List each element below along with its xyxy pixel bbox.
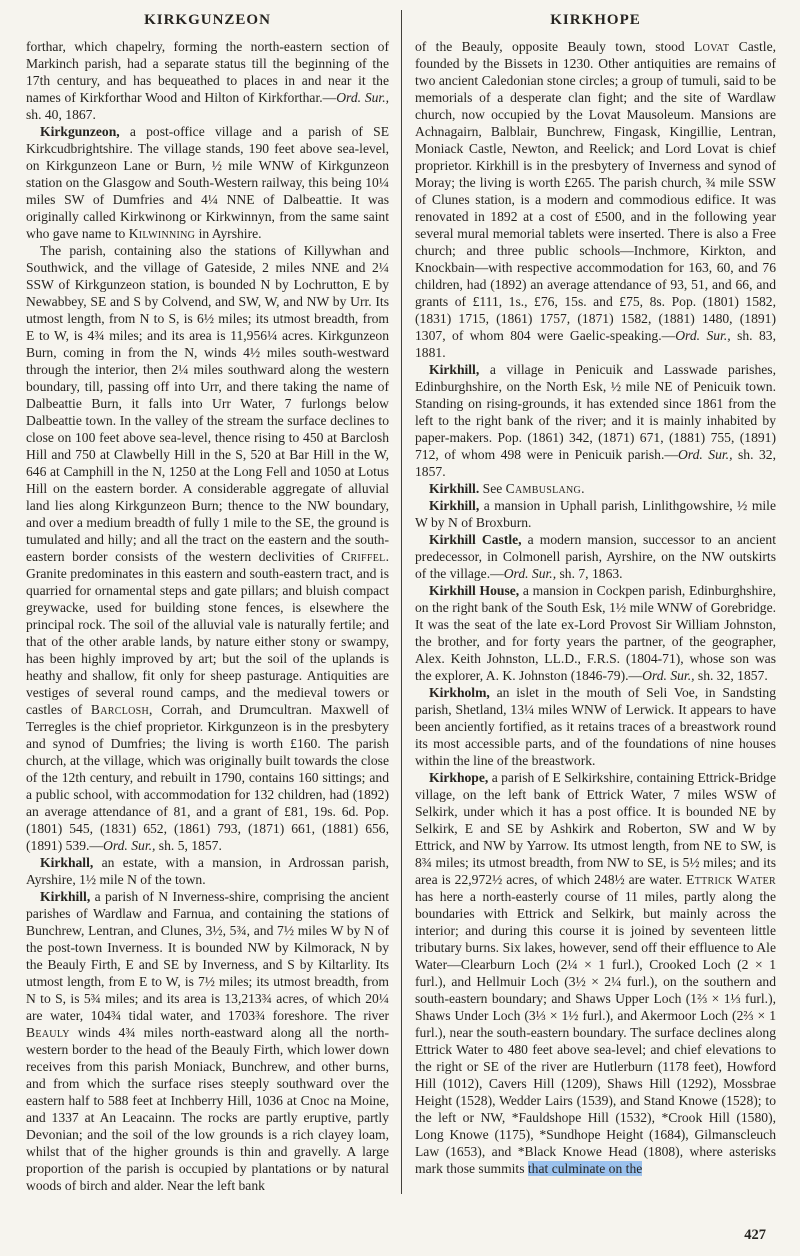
text-segment: The parish, containing also the stations of Killywhan and Southwick, and the village of Gateside, 2 miles NNE and 2¼ SSW of Kirkgunzeon station, is bounded N by Lochrutton, E by Newabbey, SE and S by Colvend, and SW, W, and NW by Urr. Its utmost length, from N to S, is 6½ miles; its utmost breadth, from E to W, is 4¾ miles; and its area is 11,956¼ acres. Kirkgunzeon Burn, coming in from the N, winds 4½ miles south-westward through the interior, then 2¼ miles southward along the western boundary, till, passing off into Urr, and there taking the name of Dalbeattie Burn, it falls into Urr Water, 7 furlongs below Dalbeattie town. In the valley of the stream the surface declines to close on 100 feet above sea-level, thence rising to 450 at Barclosh Hill and 750 at Clawbelly Hill in the S, 520 at Bar Hill in the W, 646 at Camphill in the N, 1250 at the Long Fell and 1050 at Lotus Hill on the eastern border. A considerable aggregate of alluvial land lies along Kirkgunzeon Burn; thence to the NW boundary, and over a medium breadth of fully 1 mile to the SE, the ground is tumulated and hilly; and all the tract on the eastern and the south-eastern border consists of the western declivities of xyxy=(26,243,389,564)
text-segment: Kirkhill Castle, xyxy=(429,532,522,547)
text-segment: sh. 83, 1881. xyxy=(415,328,777,360)
text-segment: forthar, which chapelry, forming the north-eastern section of Markinch parish, had a separate status till the beginning of the 17th century, and has bequeathed to places in and near it the names of Kirkforthar Wood and Hilton of Kirkforthar.— xyxy=(26,39,389,105)
text-segment: Kirkhope, xyxy=(429,770,489,785)
text-segment: Kilwinning xyxy=(128,226,196,241)
entry-paragraph xyxy=(415,361,776,480)
text-segment: Ord. Sur., xyxy=(103,838,156,853)
text-segment: sh. 5, 1857. xyxy=(155,838,222,853)
text-segment: Ord. Sur., xyxy=(503,566,557,581)
text-segment: Ord. Sur., xyxy=(642,668,695,683)
entry-paragraph xyxy=(415,769,776,1177)
text-segment: a parish of E Selkirkshire, containing Ettrick-Bridge village, on the left bank of Ettrick Water, 7 miles WSW of Selkirk, under which it has a post office. It is bounded NE by Selkirk, E and SE by Ashkirk and Roberton, SW and W by Ettrick, and NW by Yarrow. Its utmost length, from NE to SW, is 8¾ miles; its utmost breadth, from NW to SE, is 5½ miles; and its area is 22,972½ acres, of which 248½ are water. xyxy=(415,770,776,887)
text-segment: Ord. Sur., xyxy=(675,328,731,343)
column-body-left xyxy=(26,38,389,1194)
text-segment: a mansion in Cockpen parish, Edinburghshire, on the right bank of the South Esk, 1½ mile WNW of Gorebridge. It was the seat of the late ex-Lord Provost Sir William Johnston, the brother, and for forty years the partner, of the geographer, Alex. Keith Johnston, LL.D., F.R.S. (1804-71), whose son was the explorer, A. K. Johnston (1846-79).— xyxy=(415,583,776,683)
entry-paragraph xyxy=(415,531,776,582)
text-segment: sh. 40, 1867. xyxy=(26,107,96,122)
text-segment: Kirkhill, xyxy=(40,889,91,904)
text-segment: a modern mansion, successor to an ancient predecessor, in Colmonell parish, Ayrshire, on the NW outskirts of the village.— xyxy=(415,532,776,581)
page-number: 427 xyxy=(744,1227,766,1243)
text-segment: of the Beauly, opposite Beauly town, stood xyxy=(415,39,695,54)
column-body-right xyxy=(415,38,776,1177)
entry-paragraph xyxy=(415,684,776,769)
running-head-right: KIRKHOPE xyxy=(550,12,641,28)
text-segment: Lovat xyxy=(694,39,730,54)
text-segment: Kirkhall, xyxy=(40,855,94,870)
text-segment: Cambuslang xyxy=(505,481,582,496)
text-segment: Kirkhill, xyxy=(429,498,480,513)
text-segment: a parish of N Inverness-shire, comprising the ancient parishes of Wardlaw and Farnua, and containing the stations of Bunchrew, Lentran, and Clunes, 3½, 5¾, and 7½ miles W by N of the post-town Inverness. It is bounded NW by Kilmorack, N by the Beauly Firth, E and SE by Inverness, and S by Kiltarlity. Its utmost length, from E to W, is 7½ miles; its utmost breadth, from N to S, is 5¾ miles; and its area is 13,213¾ acres, of which 20¼ are water, 104¾ tidal water, and 1703¾ foreshore. The river xyxy=(26,889,389,1023)
text-segment: a mansion in Uphall parish, Linlithgowshire, ½ mile W by N of Broxburn. xyxy=(415,498,776,530)
text-segment: Kirkgunzeon, xyxy=(40,124,120,139)
text-segment: an estate, with a mansion, in Ardrossan parish, Ayrshire, 1½ mile N of the town. xyxy=(26,855,389,887)
column-left xyxy=(26,10,401,1194)
entry-paragraph xyxy=(415,480,776,497)
text-segment: Ord. Sur., xyxy=(336,90,389,105)
entry-paragraph xyxy=(26,123,389,242)
text-segment: , Corrah, and Drumcultran. Maxwell of Terregles is the chief proprietor. Kirkgunzeon is in the presbytery and synod of Dumfries; the living is worth £160. The parish church, at the village, which was originally built towards the close of the 12th century, and rebuilt in 1790, contains 160 sittings; and a public school, with accommodation for 132 children, had (1892) an average attendance of 81, and a grant of £81, 19s. 6d. Pop. (1801) 545, (1831) 652, (1861) 793, (1871) 661, (1881) 656, (1891) 539.— xyxy=(26,702,389,853)
text-segment: sh. 7, 1863. xyxy=(556,566,623,581)
two-column-layout xyxy=(26,10,776,1194)
entry-paragraph xyxy=(415,38,776,361)
text-segment: sh. 32, 1857. xyxy=(694,668,768,683)
text-segment: sh. 32, 1857. xyxy=(415,447,777,479)
entry-paragraph xyxy=(415,497,776,531)
text-segment: Kirkholm, xyxy=(429,685,490,700)
text-segment: Kirkhill, xyxy=(429,362,480,377)
selected-text: that culminate on the xyxy=(527,1161,643,1176)
text-segment: winds 4¾ miles north-eastward along all the north-western border to the head of the Beauly Firth, which lower down receives from this parish Moniack, Bunchrew, and other burns, and from which the surface rises steeply southward over the eastern half to 588 feet at Inchberry Hill, 1036 at Cnoc na Moine, and 1337 at An Leacainn. The rocks are partly eruptive, partly Devonian; and the soil of the low grounds is a rich clayey loam, whilst that of the higher grounds is thin and gravelly. A large proportion of the parish is occupied by plantations or by natural woods of birch and alder. Near the left bank xyxy=(26,1025,389,1193)
text-segment: Ettrick Water xyxy=(686,872,776,887)
running-head-left: KIRKGUNZEON xyxy=(144,12,271,28)
text-segment: a post-office village and a parish of SE Kirkcudbrightshire. The village stands, 190 feet above sea-level, on Kirkgunzeon Lane or Burn, ½ mile WNW of Kirkgunzeon station on the Glasgow and South-Western railway, this being 10¼ miles SW of Dumfries and 4¼ NNE of Dalbeattie. It was originally called Kirkwinong or Kirkwinnyn, from the same saint who gave name to xyxy=(26,124,389,241)
text-segment: Ord. Sur., xyxy=(677,447,733,462)
text-segment: Castle, founded by the Bissets in 1230. Other antiquities are remains of two ancient Caledonian stone circles; a group of tumuli, said to be memorials of a desperate clan fight; and the site of Wardlaw church, now occupied by the Lovat Mausoleum. Mansions are Achnagairn, Balblair, Bunchrew, Fingask, Kingillie, Lentran, Moniack Castle, Newton, and Reelick; and Lord Lovat is chief proprietor. Kirkhill is in the presbytery of Inverness and synod of Moray; the living is worth £265. The parish church, ¾ mile SSW of Clunes station, is a modern and commodious edifice. It was renovated in 1892 at a cost of £500, and in the following year several mural memorial tablets were inserted. There is also a Free church; and three public schools—Inchmore, Kirkton, and Knockbain—with respective accommodation for 163, 60, and 76 children, had (1892) an average attendance of 93, 51, and 66, and grants of £111, 1s., £76, 15s. and £75, 8s. Pop. (1801) 1582, (1831) 1715, (1861) 1757, (1871) 1582, (1881) 1480, (1891) 1307, of whom 804 were Gaelic-speaking.— xyxy=(415,39,776,343)
text-segment: Beauly xyxy=(26,1025,70,1040)
entry-paragraph xyxy=(26,854,389,888)
text-segment: a village in Penicuik and Lasswade parishes, Edinburghshire, on the North Esk, ½ mile NE of Penicuik town. Standing on rising-grounds, it has extended since 1861 from the left to the right bank of the river; and it is mainly inhabited by paper-makers. Pop. (1861) 342, (1871) 671, (1881) 755, (1891) 712, of whom 498 were in Penicuik parish.— xyxy=(415,362,776,462)
text-segment: has here a north-easterly course of 11 miles, partly along the boundaries with Ettrick and Selkirk, but mainly across the interior; and during this course it is joined by seventeen little tributary burns. Six lakes, however, send off their effluence to Ale Water—Clearburn Loch (2¼ × 1 furl.), Crooked Loch (2 × 1 furl.), and Hellmuir Loch (3½ × 2¼ furl.), on the southern and south-eastern boundary; and Shaws Upper Loch (1⅔ × 1⅓ furl.), Shaws Under Loch (3⅓ × 1½ furl.), and Akermoor Loch (2⅔ × 1 furl.), near the south-eastern boundary. The surface declines along Ettrick Water to 480 feet above sea-level; and chief elevations to the right or SE of the river are Hutlerburn (1178 feet), Howford Hill (1012), Cavers Hill (1209), Shaws Hill (1292), Mossbrae Height (1528), Wedder Lairs (1539), and Stand Knowe (1528); to the left or NW, *Fauldshope Hill (1532), *Crook Hill (1580), Long Knowe (1175), *Sundhope Height (1684), Gilmanscleuch Law (1653), and *Black Knowe Head (1808), where asterisks mark those summits xyxy=(415,889,776,1176)
text-segment: Kirkhill. xyxy=(429,481,480,496)
entry-paragraph xyxy=(26,242,389,854)
text-segment: in Ayrshire. xyxy=(195,226,262,241)
text-segment: Barclosh xyxy=(90,702,150,717)
text-segment: . Granite predominates in this eastern and south-eastern tract, and is quarried for ornamental steps and gate pillars; and bluish compact greywacke, used for building stone fences, is elsewhere the principal rock. The soil of the alluvial vale is naturally fertile; and that of the other arable lands, by nature either stony or swampy, has been highly improved by art; but the soil of the uplands is heathy and shallow, fit only for sheep pasturage. Antiquities are vestiges of several round camps, and the medieval towers or castles of xyxy=(26,549,389,717)
entry-paragraph xyxy=(26,38,389,123)
text-segment: . xyxy=(581,481,585,496)
page-footer xyxy=(744,1227,766,1244)
column-right xyxy=(401,10,776,1194)
entry-paragraph xyxy=(26,888,389,1194)
text-segment: Kirkhill House, xyxy=(429,583,520,598)
text-segment: See xyxy=(479,481,506,496)
text-segment: Criffel xyxy=(341,549,386,564)
entry-paragraph xyxy=(415,582,776,684)
text-segment: an islet in the mouth of Seli Voe, in Sandsting parish, Shetland, 13¼ miles WNW of Lerwick. It appears to have been anciently fortified, as it retains traces of a breastwork round its most accessible parts, and of the foundations of nine houses within the line of the breastwork. xyxy=(415,685,776,768)
